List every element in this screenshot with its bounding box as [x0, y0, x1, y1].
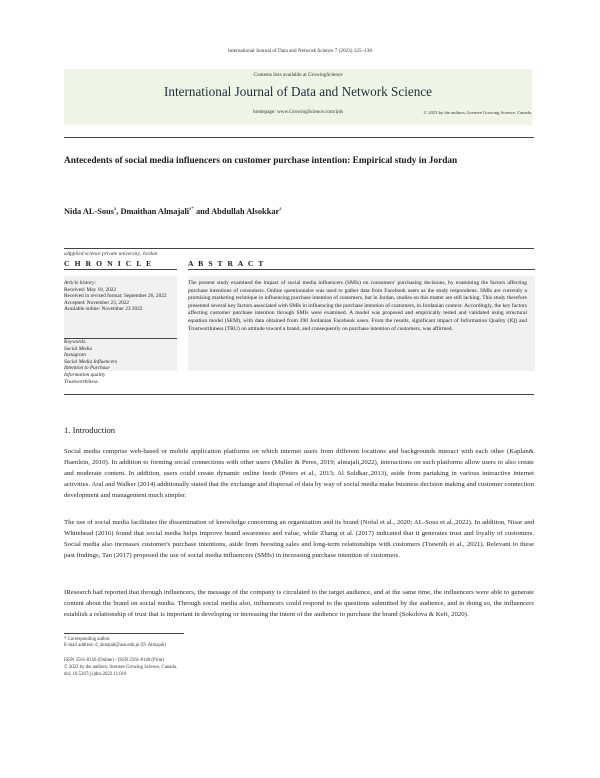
footer-copyright: © 2023 by the authors; licensee Growing Science, Canada.: [64, 665, 178, 670]
footnote-rule: [64, 633, 184, 634]
keywords: [64, 339, 176, 385]
front-matter-divider: [64, 394, 534, 395]
author-affil-marker: a: [114, 207, 117, 213]
contents-line: Contents lists available at GrowingScience: [253, 72, 343, 78]
intro-paragraph: Social media comprise web-based or mobile application platforms on which internet users from different locations and backgrounds interact with each other (Kaplan& Haenlein, 2010). In addition to forming social connections with other users (Muller & Peres, 2019; almajali,2022), interactions on such platforms allow users to also create and moderate content. In addition, users could create dynamic online feeds (Peters et al., 2013; Al Soldkar.,2013), aside from partaking in various interactive internet activities. Aral and Walker (2014) additionally stated that the exchange and dispersal of data by way of social media make business decision making and customer connection development and management much simpler.: [64, 448, 534, 499]
doi-link[interactable]: doi: 10.5267/j.ijdns.2022.11.010: [64, 672, 127, 677]
chronicle-heading: C H R O N I C L E: [64, 259, 153, 268]
article-info-box: [64, 276, 177, 385]
accepted-date: Accepted: November 23, 2022: [64, 299, 130, 306]
author-name: Nida AL-Sous: [64, 207, 115, 216]
abstract-heading: A B S T R A C T: [188, 259, 265, 268]
abstract-text: The present study examined the impact of social media influencers (SMIs) on consumers' purchasing decisions, by examining the factors affecting purchase intentions of consumers. Online questionnaire was used to gather data from Facebook users as the study respondents. SMIs are currently a promising marketing technique in influencing purchase intention of customers, but in Jordan, studies on this matter are still lacking. This study therefore presented several key factors associated with SMIs in influencing the purchase intention of customers, in Jordanian context. Accordingly, the key factors affecting customer purchase intention through SMIs were examined. A model was proposed and empirically tested and validated using structural equation model (SEM), with data obtained from 390 Jordanian Facebook users. From the results, significant impact of Information Quality (IQ) and Trustworthiness (TRU) on attitude toward a brand, and consequently on purchase intention of customers, was affirmed.: [188, 280, 527, 332]
affiliation: aApplied science private university, Jordan: [64, 251, 158, 257]
intro-paragraph: IResearch had reported that through influencers, the message of the company is circulated to the target audience, and at the same time, the influencers were able to generate content about the brand on social media. Through social media also, influencers could respond to the questions submitted by the audience, and in doing so, the influencers establish a relationship of trust that is important in developing or increasing the intent of the audience to purchase the brand (Sokolova & Kefi, 2020).: [64, 589, 534, 618]
intro-paragraph: The use of social media facilitates the dissemination of knowledge concerning an organization and its brand (Nofal et al., 2020; AL-Sous et al.,2022). In addition, Nisar and Whitehead (2016) found that social media helps improve brand awareness and value, while Zhang et al. (2017) indicated that it generates trust and loyalty of customers. Social media also increases customer's purchase intentions, aside from boosting sales and long-term relationships with customers (Trawnih et al., 2021). Relevant to these past findings, Tan (2017) proposed the use of social media influencers (SMIs) in increasing purchase intention of customers.: [64, 519, 534, 559]
keyword: Trustworthiness: [64, 378, 98, 385]
issn-line: ISSN 2561-8156 (Online) - ISSN 2561-8148 (Print): [64, 658, 164, 663]
author-list: [64, 207, 282, 216]
author-affil-marker: a*: [189, 207, 194, 213]
introduction-heading: 1. Introduction: [64, 425, 116, 435]
abstract-copyright: © 2023 by the authors; licensee Growing Science, Canada.: [423, 110, 532, 115]
article-title: Antecedents of social media influencers on customer purchase intention: Empirical study in Jordan: [64, 156, 458, 166]
journal-header: [64, 69, 532, 125]
journal-title: International Journal of Data and Network Science: [163, 84, 433, 99]
author-affil-marker: a: [279, 207, 282, 213]
keyword: Information quality: [64, 371, 106, 378]
journal-homepage-link[interactable]: homepage: www.GrowingScience.com/ijds: [253, 109, 343, 115]
received-date: Received: May 18, 2022: [64, 286, 117, 293]
authors-divider: [64, 248, 534, 249]
keyword: Intention to Purchase: [64, 365, 110, 372]
history-label: Article history:: [64, 280, 97, 286]
keywords-label: Keywords:: [64, 339, 87, 345]
author-name: Dmaithan Almajali: [120, 207, 190, 216]
available-online-date: Available online: November 23 2022: [64, 306, 143, 313]
revised-date: Received in revised format: September 26, 2022: [64, 293, 167, 300]
email-link[interactable]: E-mail address: d_almajali@asu.edu.jo (D. Almajali): [64, 643, 167, 648]
running-head: International Journal of Data and Network Science 7 (2023) 125–138: [228, 48, 372, 54]
keyword: Social Media: [64, 345, 93, 352]
keyword: Instagram: [64, 352, 86, 359]
header-divider: [64, 137, 534, 138]
chronicle-rule: [64, 269, 177, 270]
author-separator: ,: [116, 207, 121, 216]
abstract-rule: [188, 269, 535, 270]
corresponding-author-note: * Corresponding author.: [64, 637, 111, 642]
author-separator: and: [193, 207, 212, 216]
article-history: [64, 280, 176, 313]
keyword: Social Media Influencers: [64, 358, 118, 365]
author-name: Abdullah Alsokkar: [211, 207, 280, 216]
abstract-box: [188, 276, 535, 371]
